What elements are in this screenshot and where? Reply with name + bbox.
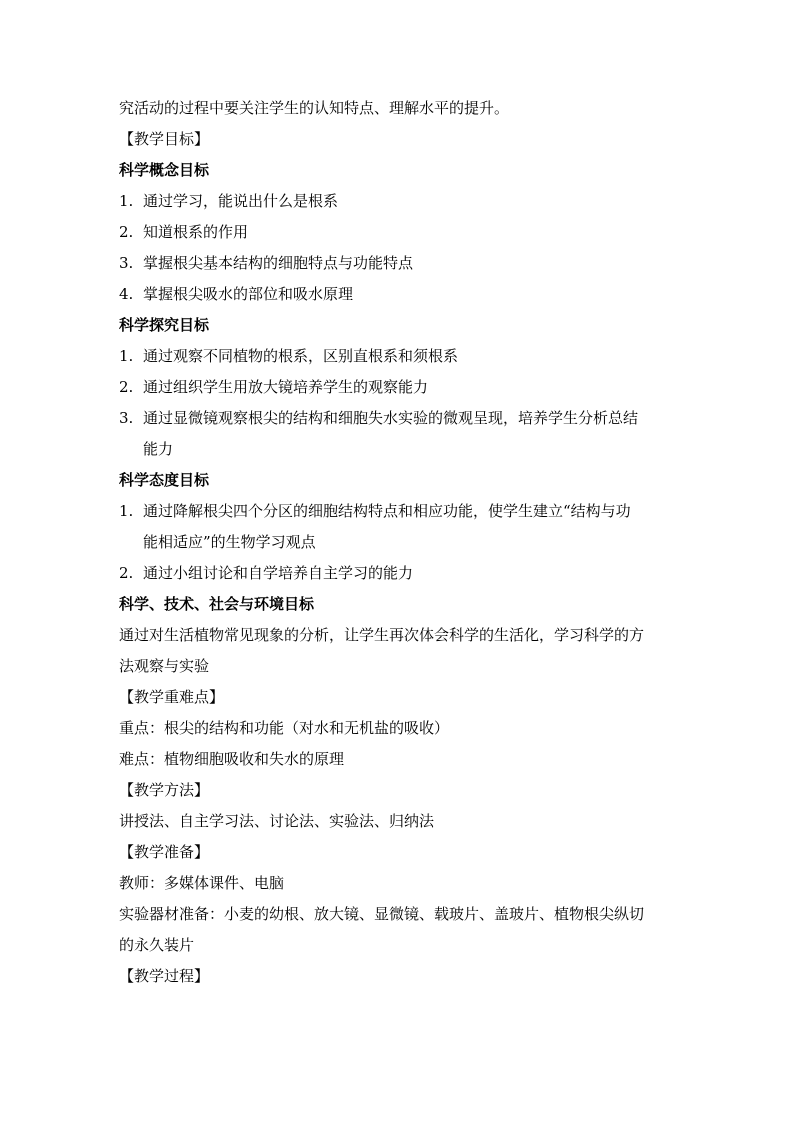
paragraph-text: 通过对生活植物常见现象的分析，让学生再次体会科学的生活化，学习科学的方	[119, 626, 645, 644]
equipment-preparation-text: 实验器材准备：小麦的幼根、放大镜、显微镜、载玻片、盖玻片、植物根尖纵切	[119, 905, 645, 923]
list-number: 2.	[119, 564, 134, 582]
methods-text: 讲授法、自主学习法、讨论法、实验法、归纳法	[119, 812, 435, 830]
list-item-continuation: 能相适应”的生物学习观点	[143, 533, 316, 551]
list-item	[119, 558, 679, 589]
list-item-text: 通过组织学生用放大镜培养学生的观察能力	[143, 378, 429, 396]
list-number: 2.	[119, 223, 134, 241]
subheading-sts-goals: 科学、技术、社会与环境目标	[119, 595, 315, 613]
list-item	[119, 372, 679, 403]
subheading-inquiry-goals: 科学探究目标	[119, 316, 210, 334]
list-number: 3.	[119, 254, 134, 272]
section-heading-process: 【教学过程】	[119, 967, 210, 985]
list-item	[119, 496, 679, 527]
list-item	[119, 341, 679, 372]
list-item-text: 通过小组讨论和自学培养自主学习的能力	[143, 564, 414, 582]
list-item-text: 掌握根尖吸水的部位和吸水原理	[143, 285, 354, 303]
list-number: 1.	[119, 347, 134, 365]
subheading-concept-goals: 科学概念目标	[119, 161, 210, 179]
section-heading-key-points: 【教学重难点】	[119, 688, 225, 706]
section-heading-methods: 【教学方法】	[119, 781, 210, 799]
subheading-attitude-goals: 科学态度目标	[119, 471, 210, 489]
list-number: 1.	[119, 502, 134, 520]
list-number: 2.	[119, 378, 134, 396]
list-number: 1.	[119, 192, 134, 210]
list-item-text: 通过观察不同植物的根系，区别直根系和须根系	[143, 347, 459, 365]
list-item-text: 通过显微镜观察根尖的结构和细胞失水实验的微观呈现，培养学生分析总结	[143, 409, 639, 427]
list-item	[119, 279, 679, 310]
list-item-text: 通过学习，能说出什么是根系	[143, 192, 339, 210]
paragraph-continuation: 究活动的过程中要关注学生的认知特点、理解水平的提升。	[119, 99, 510, 117]
list-number: 4.	[119, 285, 134, 303]
paragraph-text: 法观察与实验	[119, 657, 210, 675]
equipment-preparation-text: 的永久装片	[119, 936, 195, 954]
list-item	[119, 217, 679, 248]
key-point-text: 重点：根尖的结构和功能（对水和无机盐的吸收）	[119, 719, 450, 737]
section-heading-objectives: 【教学目标】	[119, 130, 210, 148]
list-item-continuation: 能力	[143, 440, 174, 458]
list-item	[119, 186, 679, 217]
list-item-text: 掌握根尖基本结构的细胞特点与功能特点	[143, 254, 414, 272]
list-item	[119, 248, 679, 279]
list-number: 3.	[119, 409, 134, 427]
document-body	[119, 93, 679, 992]
teacher-preparation-text: 教师：多媒体课件、电脑	[119, 874, 285, 892]
list-item	[119, 403, 679, 434]
list-item-text: 通过降解根尖四个分区的细胞结构特点和相应功能，使学生建立“结构与功	[143, 502, 631, 520]
section-heading-preparation: 【教学准备】	[119, 843, 210, 861]
difficulty-text: 难点：植物细胞吸收和失水的原理	[119, 750, 345, 768]
list-item-text: 知道根系的作用	[143, 223, 249, 241]
